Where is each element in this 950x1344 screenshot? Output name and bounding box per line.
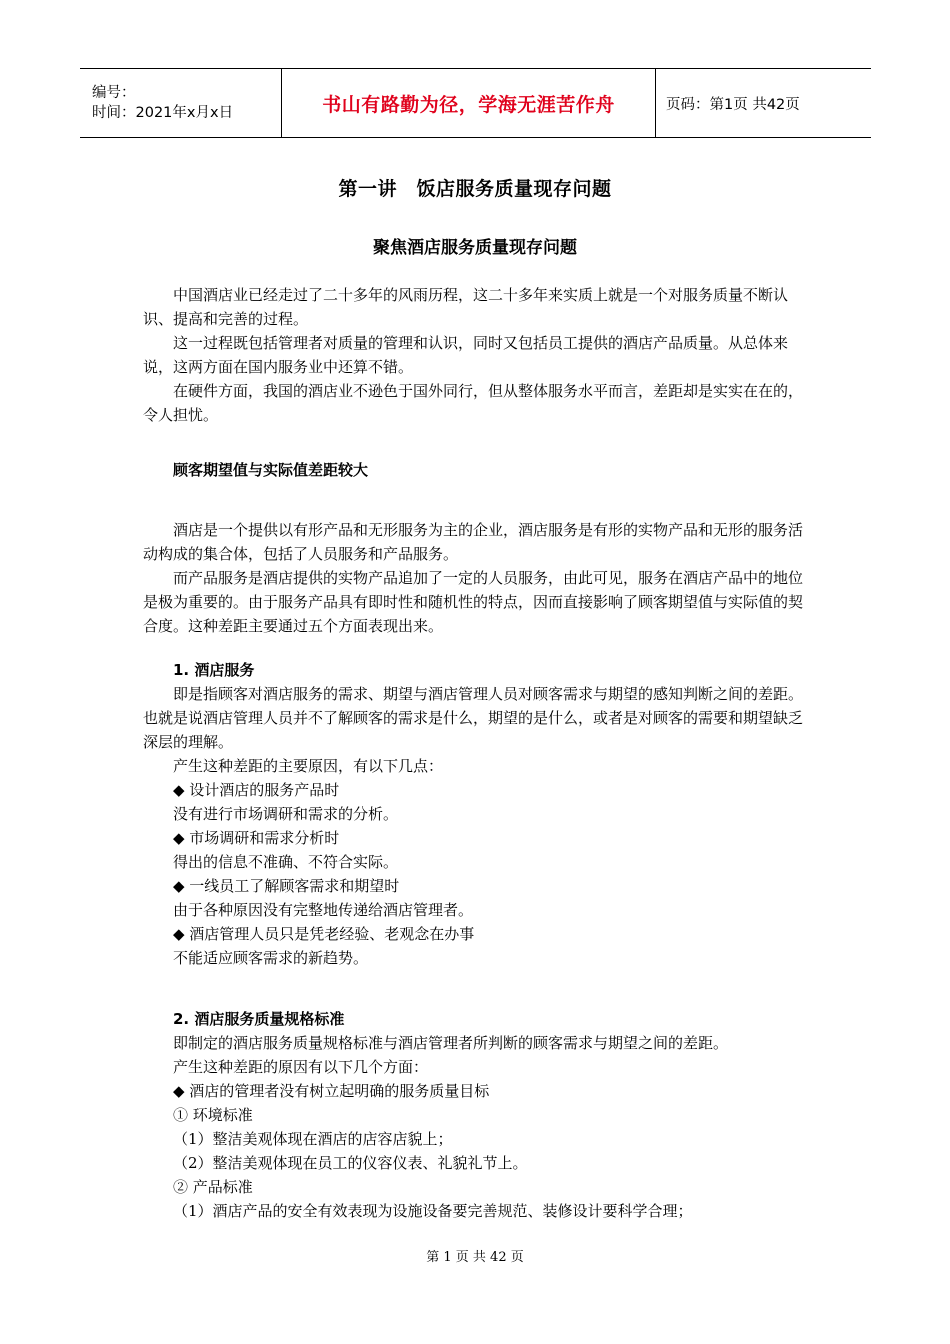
- intro-paragraph: 中国酒店业已经走过了二十多年的风雨历程，这二十多年来实质上就是一个对服务质量不断认识、提高和完善的过程。: [143, 286, 789, 328]
- point2-line: （2）整洁美观体现在员工的仪容仪表、礼貌礼节上。: [173, 1154, 528, 1172]
- point1-detail: 没有进行市场调研和需求的分析。: [173, 805, 399, 823]
- point2-line: ◆ 酒店的管理者没有树立起明确的服务质量目标: [173, 1082, 490, 1100]
- header-meta: [80, 69, 281, 137]
- point1-detail: 由于各种原因没有完整地传递给酒店管理者。: [173, 901, 474, 919]
- point2-line: 即制定的酒店服务质量规格标准与酒店管理者所判断的顾客需求与期望之间的差距。: [173, 1034, 729, 1052]
- point2-line: （1）酒店产品的安全有效表现为设施设备要完善规范、装修设计要科学合理；: [173, 1202, 693, 1220]
- point1-cause: 产生这种差距的主要原因，有以下几点：: [173, 757, 444, 775]
- header-page-info: 页码：第1页 共42页: [666, 96, 800, 113]
- point1-paragraph: 即是指顾客对酒店服务的需求、期望与酒店管理人员对顾客需求与期望的感知判断之间的差距。也就是说酒店管理人员并不了解顾客的需求是什么，期望的是什么，或者是对顾客的需要和期望缺乏深层的理解。: [143, 685, 804, 751]
- sub-title: 聚焦酒店服务质量现存问题: [373, 238, 577, 258]
- point1-bullet: ◆ 市场调研和需求分析时: [173, 829, 340, 847]
- header-slogan-cell: [281, 69, 656, 137]
- point1-bullet: ◆ 酒店管理人员只是凭老经验、老观念在办事: [173, 925, 475, 943]
- point2-line: ② 产品标准: [173, 1178, 253, 1196]
- point1-detail: 得出的信息不准确、不符合实际。: [173, 853, 399, 871]
- document-time-label: 时间：2021年x月x日: [92, 105, 234, 121]
- point2-line: ① 环境标准: [173, 1106, 253, 1124]
- main-title: 第一讲 饭店服务质量现存问题: [338, 178, 612, 200]
- point1-section: [143, 658, 807, 970]
- document-number-label: 编号：: [92, 85, 136, 101]
- point2-section: [143, 1007, 807, 1223]
- point1-bullet: ◆ 一线员工了解顾客需求和期望时: [173, 877, 400, 895]
- point2-line: 产生这种差距的原因有以下几个方面：: [173, 1058, 429, 1076]
- point1-detail: 不能适应顾客需求的新趋势。: [173, 949, 369, 967]
- section1-paragraph: 而产品服务是酒店提供的实物产品追加了一定的人员服务，由此可见，服务在酒店产品中的地位是极为重要的。由于服务产品具有即时性和随机性的特点，因而直接影响了顾客期望值与实际值的契合度。这种差距主要通过五个方面表现出来。: [143, 569, 804, 635]
- page-header: [80, 68, 871, 138]
- header-slogan: 书山有路勤为径，学海无涯苦作舟: [322, 93, 615, 116]
- section1: [143, 458, 807, 638]
- point2-heading: 2. 酒店服务质量规格标准: [173, 1010, 345, 1028]
- intro-paragraph: 这一过程既包括管理者对质量的管理和认识，同时又包括员工提供的酒店产品质量。从总体来说，这两方面在国内服务业中还算不错。: [143, 334, 789, 376]
- intro-paragraph: 在硬件方面，我国的酒店业不逊色于国外同行，但从整体服务水平而言，差距却是实实在在的，令人担忧。: [143, 382, 804, 424]
- page-footer: 第 1 页 共 42 页: [426, 1250, 524, 1265]
- section1-paragraph: 酒店是一个提供以有形产品和无形服务为主的企业，酒店服务是有形的实物产品和无形的服务活动构成的集合体，包括了人员服务和产品服务。: [143, 521, 804, 563]
- point1-heading: 1. 酒店服务: [173, 661, 255, 679]
- point1-bullet: ◆ 设计酒店的服务产品时: [173, 781, 340, 799]
- section1-heading: 顾客期望值与实际值差距较大: [173, 461, 369, 479]
- intro-section: [143, 283, 807, 427]
- point2-line: （1）整洁美观体现在酒店的店容店貌上；: [173, 1130, 453, 1148]
